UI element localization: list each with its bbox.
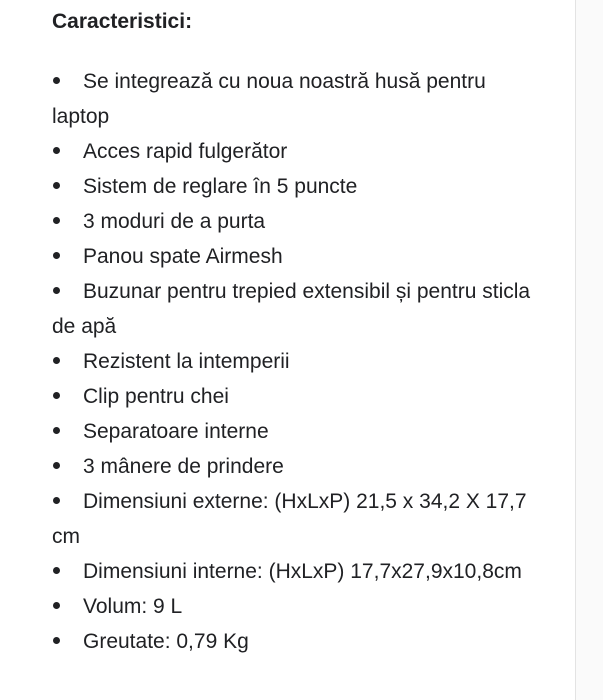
feature-item: [52, 484, 542, 554]
feature-text: Separatoare interne: [83, 420, 269, 443]
bullet-icon: [52, 64, 83, 99]
feature-text: Rezistent la intemperii: [83, 350, 290, 373]
bullet-icon: [52, 239, 83, 274]
bullet-icon: [52, 274, 83, 309]
feature-item: [52, 589, 542, 624]
feature-text: Sistem de reglare în 5 puncte: [83, 175, 358, 198]
feature-text: Clip pentru chei: [83, 385, 229, 408]
feature-text: Acces rapid fulgerător: [83, 140, 288, 163]
feature-item: [52, 239, 542, 274]
feature-item: [52, 274, 542, 344]
feature-text: Dimensiuni externe: (HxLxP) 21,5 x 34,2 X 17,7 cm: [52, 490, 527, 548]
feature-text: Greutate: 0,79 Kg: [83, 630, 249, 653]
feature-item: [52, 169, 542, 204]
feature-text: Se integrează cu noua noastră husă pentru laptop: [52, 70, 486, 128]
feature-list: [52, 64, 542, 659]
feature-text: Dimensiuni interne: (HxLxP) 17,7x27,9x10,8cm: [83, 560, 522, 583]
feature-item: [52, 204, 542, 239]
page-edge: [576, 0, 603, 700]
bullet-icon: [52, 204, 83, 239]
bullet-icon: [52, 414, 83, 449]
section-heading: Caracteristici:: [52, 10, 193, 33]
feature-text: Panou spate Airmesh: [83, 245, 283, 268]
bullet-icon: [52, 134, 83, 169]
feature-item: [52, 554, 542, 589]
bullet-icon: [52, 484, 83, 519]
bullet-icon: [52, 449, 83, 484]
feature-item: [52, 379, 542, 414]
feature-item: [52, 64, 542, 134]
feature-text: 3 moduri de a purta: [83, 210, 266, 233]
bullet-icon: [52, 169, 83, 204]
bullet-icon: [52, 379, 83, 414]
feature-item: [52, 449, 542, 484]
feature-item: [52, 344, 542, 379]
bullet-icon: [52, 589, 83, 624]
feature-item: [52, 624, 542, 659]
feature-text: Volum: 9 L: [83, 595, 183, 618]
feature-text: 3 mânere de prindere: [83, 455, 284, 478]
feature-text: Buzunar pentru trepied extensibil și pentru sticla de apă: [52, 280, 531, 338]
feature-item: [52, 414, 542, 449]
bullet-icon: [52, 344, 83, 379]
feature-item: [52, 134, 542, 169]
bullet-icon: [52, 554, 83, 589]
bullet-icon: [52, 624, 83, 659]
